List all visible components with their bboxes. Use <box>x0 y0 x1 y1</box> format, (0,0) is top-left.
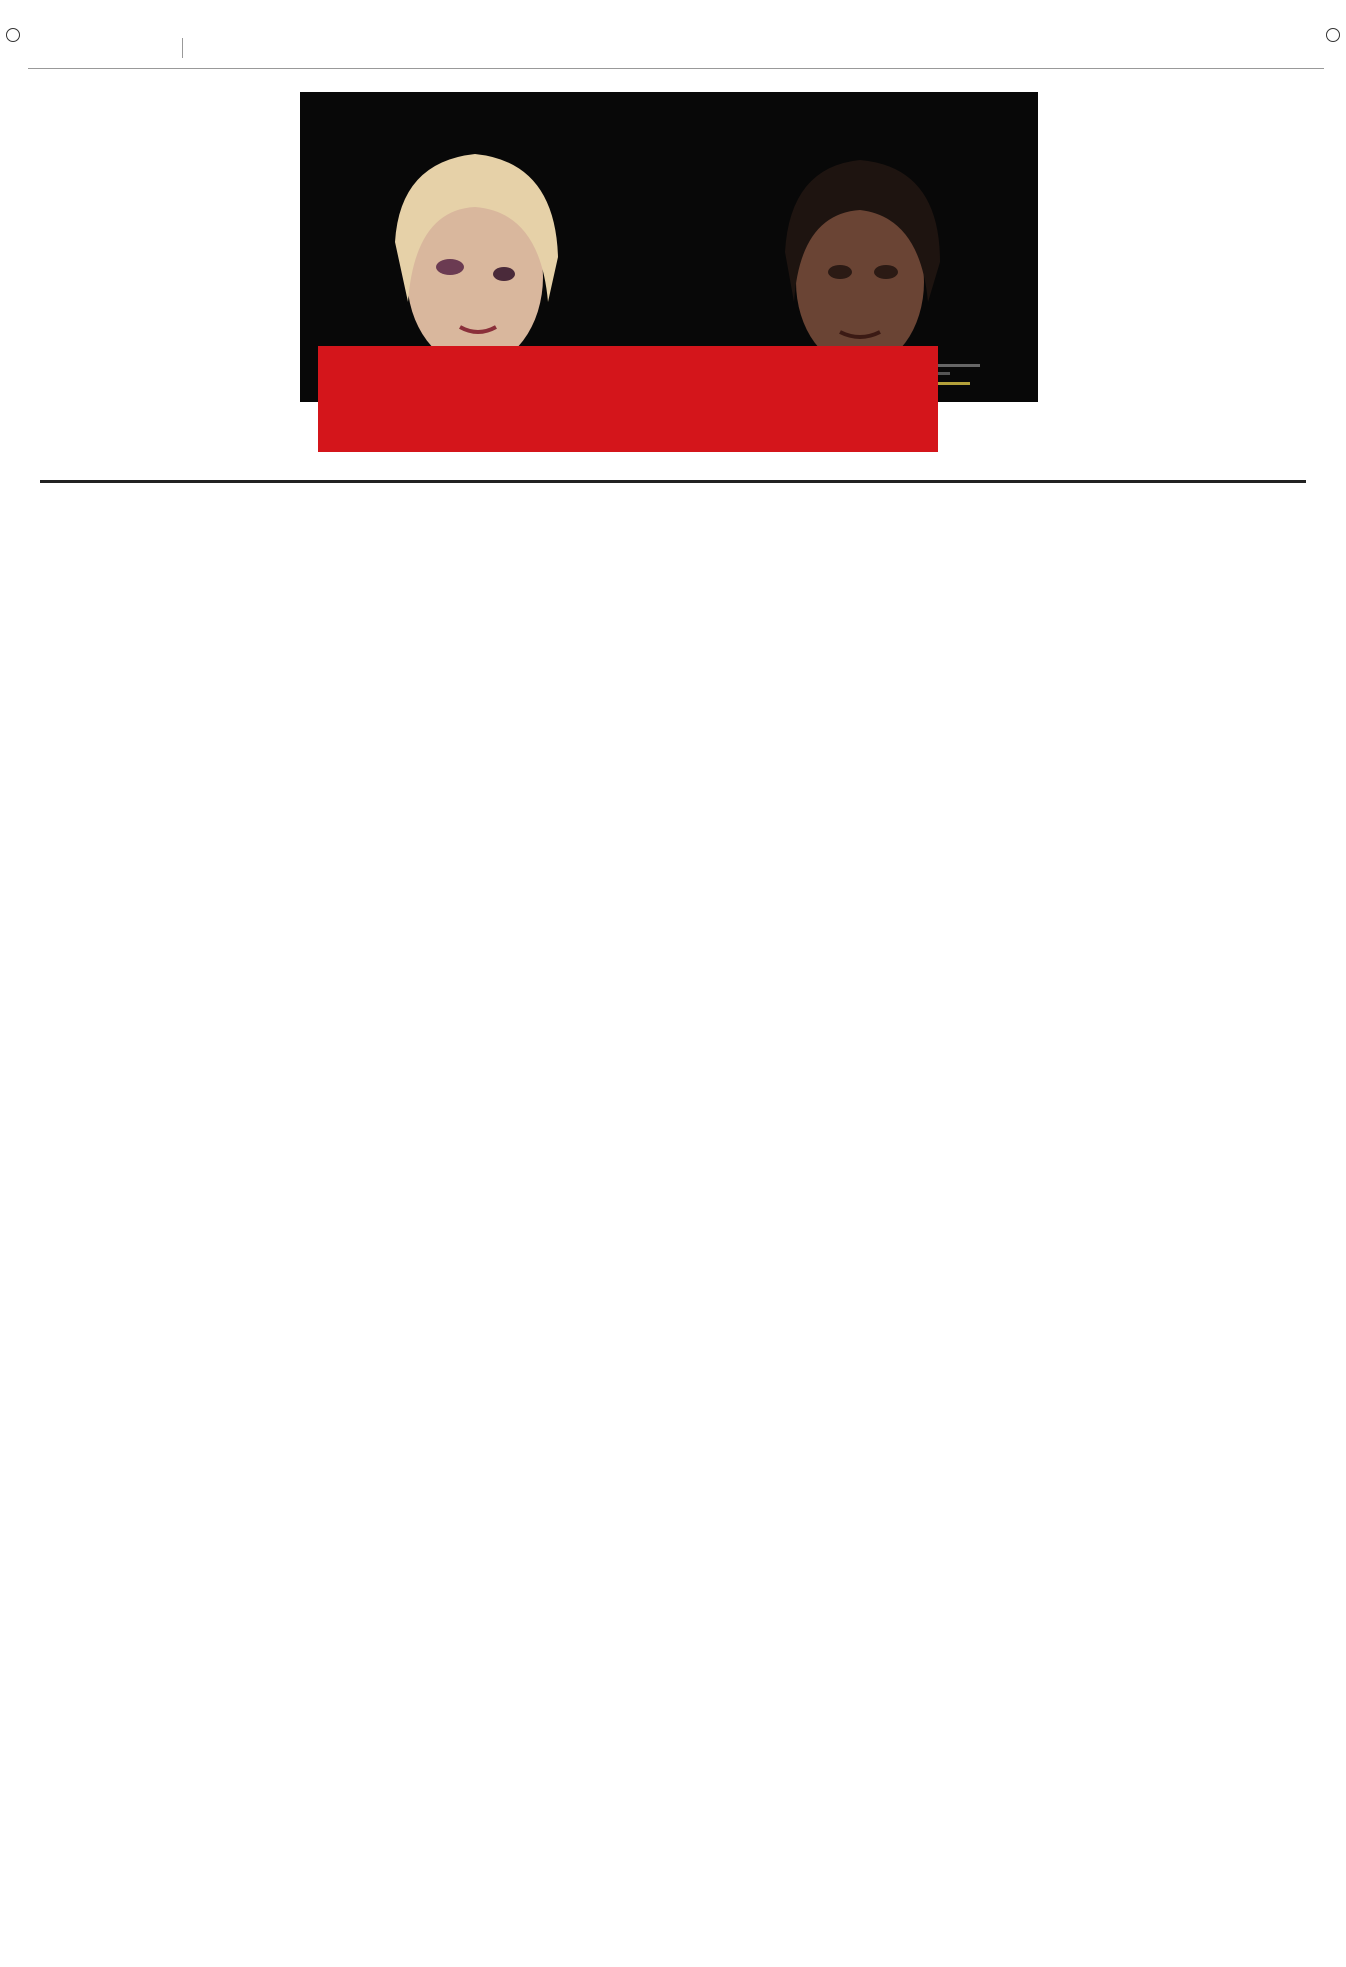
art1-col2 <box>1048 140 1306 470</box>
registration-mark <box>6 28 20 42</box>
header-divider <box>182 38 183 58</box>
section-rule-1 <box>40 480 1306 483</box>
art1-title-box <box>318 346 938 452</box>
page-header <box>0 0 1346 70</box>
registration-mark-right <box>1326 28 1340 42</box>
header-rule <box>28 68 1324 69</box>
art1-col1 <box>40 140 296 470</box>
